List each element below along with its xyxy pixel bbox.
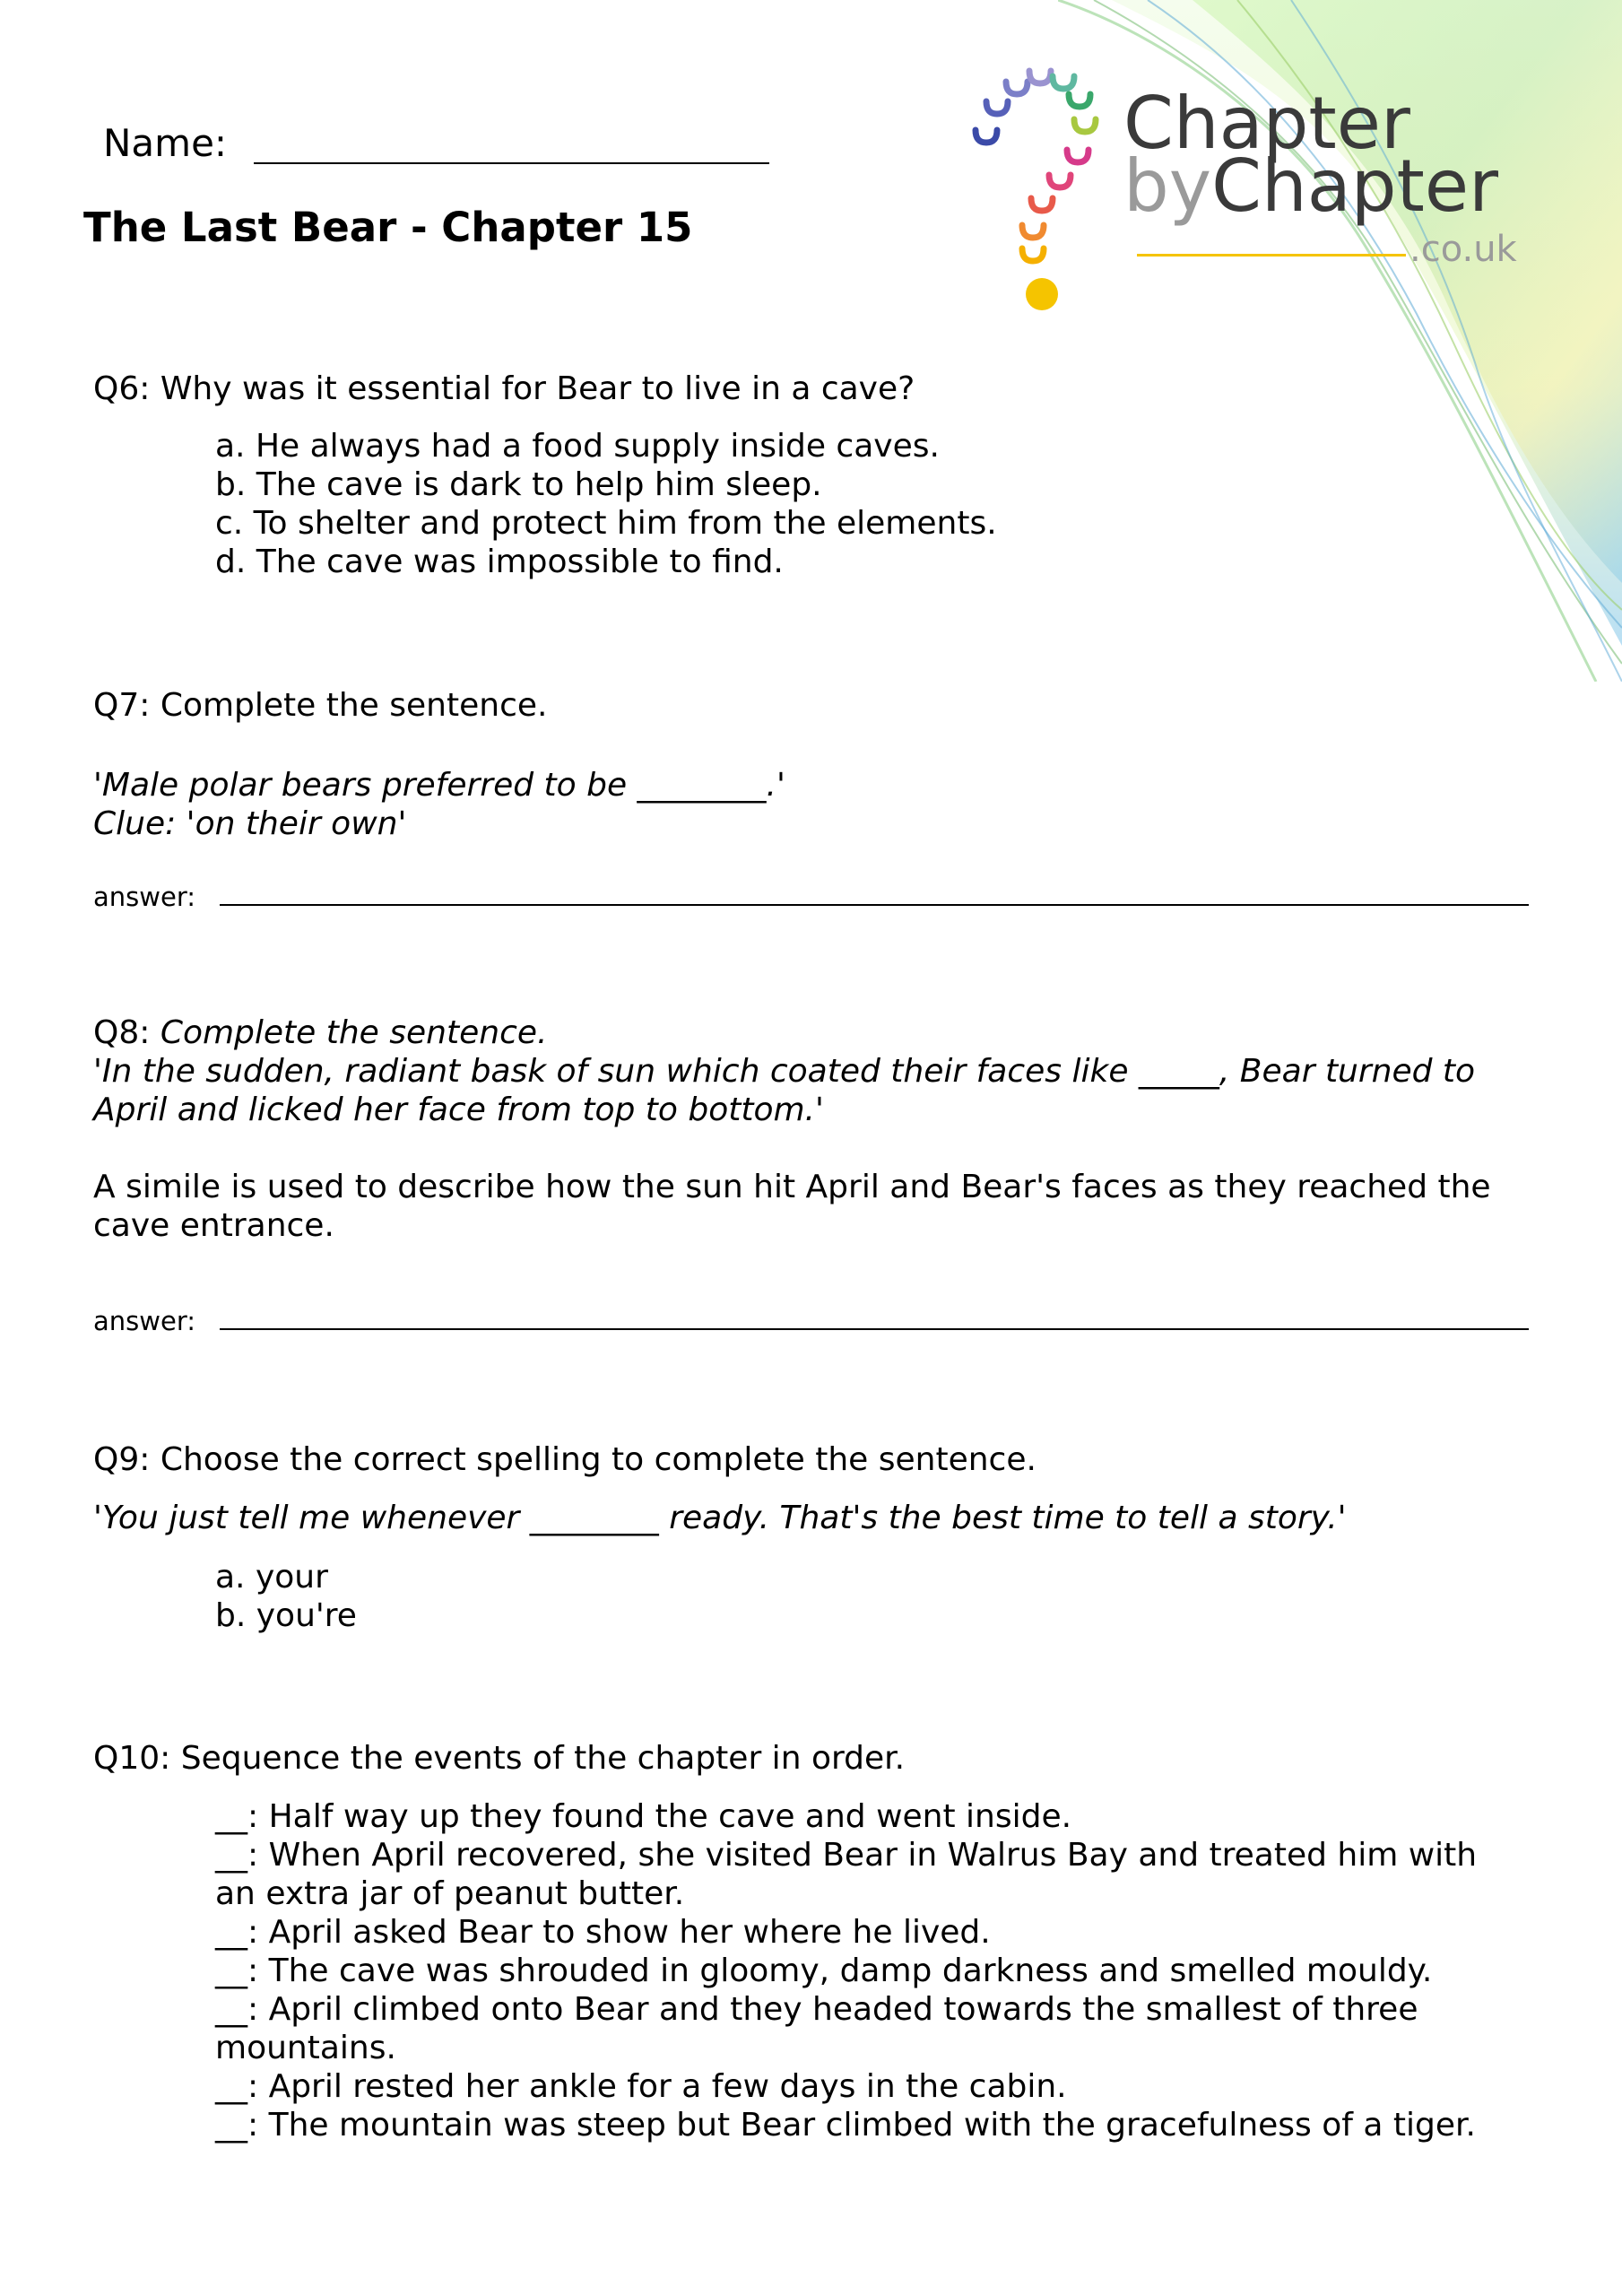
q9-option-a[interactable]: a. your [215,1559,328,1596]
q8-desc-line1: A simile is used to describe how the sun hit April and Bear's faces as they reached the [93,1169,1491,1205]
logo-line2 [1123,144,1498,228]
q8-question [93,1013,547,1052]
books-arc-icon [959,49,1112,318]
q10-event[interactable]: __: When April recovered, she visited Bear in Walrus Bay and treated him with [215,1837,1478,1874]
q6-option-d[interactable]: d. The cave was impossible to find. [215,544,784,580]
q7-answer-line[interactable] [220,904,1529,906]
q10-question: Q10: Sequence the events of the chapter in order. [93,1740,906,1777]
q8-answer-line[interactable] [220,1328,1529,1330]
q10-event[interactable]: __: April asked Bear to show her where he lived. [215,1914,991,1951]
q6-option-a[interactable]: a. He always had a food supply inside caves. [215,428,940,465]
chapter-by-chapter-logo [959,49,1533,318]
q9-question: Q9: Choose the correct spelling to complete the sentence. [93,1441,1037,1478]
name-line[interactable] [254,162,769,164]
q8-instruction: Complete the sentence. [160,1014,548,1051]
q8-prefix: Q8: [93,1014,160,1051]
q9-quote: 'You just tell me whenever ________ ready. That's the best time to tell a story.' [93,1500,1347,1536]
q9-options [215,1558,357,1635]
logo-domain: .co.uk [1409,229,1517,270]
q8-quote-line1: 'In the sudden, radiant bask of sun which coated their faces like _____, Bear turned to [93,1053,1476,1090]
q10-events-list [215,1797,1477,2144]
q10-event-cont: an extra jar of peanut butter. [215,1875,685,1912]
q7-quote: 'Male polar bears preferred to be ________.' [93,767,785,804]
q6-option-c[interactable]: c. To shelter and protect him from the elements. [215,505,997,542]
q9-option-b[interactable]: b. you're [215,1597,357,1634]
q10-event[interactable]: __: The mountain was steep but Bear climbed with the gracefulness of a tiger. [215,2107,1476,2144]
q8-quote-line2: April and licked her face from top to bottom.' [93,1091,824,1128]
q7-question: Q7: Complete the sentence. [93,687,548,724]
q6-question: Q6: Why was it essential for Bear to live in a cave? [93,370,915,407]
name-label: Name: [103,121,228,165]
page-title: The Last Bear - Chapter 15 [83,204,693,251]
q8-desc-line2: cave entrance. [93,1207,334,1244]
logo-by: by [1123,144,1212,228]
q6-option-b[interactable]: b. The cave is dark to help him sleep. [215,466,822,503]
q7-clue: Clue: 'on their own' [93,805,407,842]
q10-event-cont: mountains. [215,2030,396,2066]
q6-options [215,427,997,581]
q10-event[interactable]: __: April rested her ankle for a few days in the cabin. [215,2068,1067,2105]
logo-line1: Chapter [1123,82,1410,165]
q10-event[interactable]: __: The cave was shrouded in gloomy, damp darkness and smelled mouldy. [215,1952,1433,1989]
q7-answer-label: answer: [93,882,196,912]
logo-underline [1137,254,1406,257]
q10-event[interactable]: __: April climbed onto Bear and they headed towards the smallest of three [215,1991,1418,2028]
logo-chapter: Chapter [1211,144,1498,228]
q8-answer-label: answer: [93,1306,196,1336]
q10-event[interactable]: __: Half way up they found the cave and went inside. [215,1798,1072,1835]
